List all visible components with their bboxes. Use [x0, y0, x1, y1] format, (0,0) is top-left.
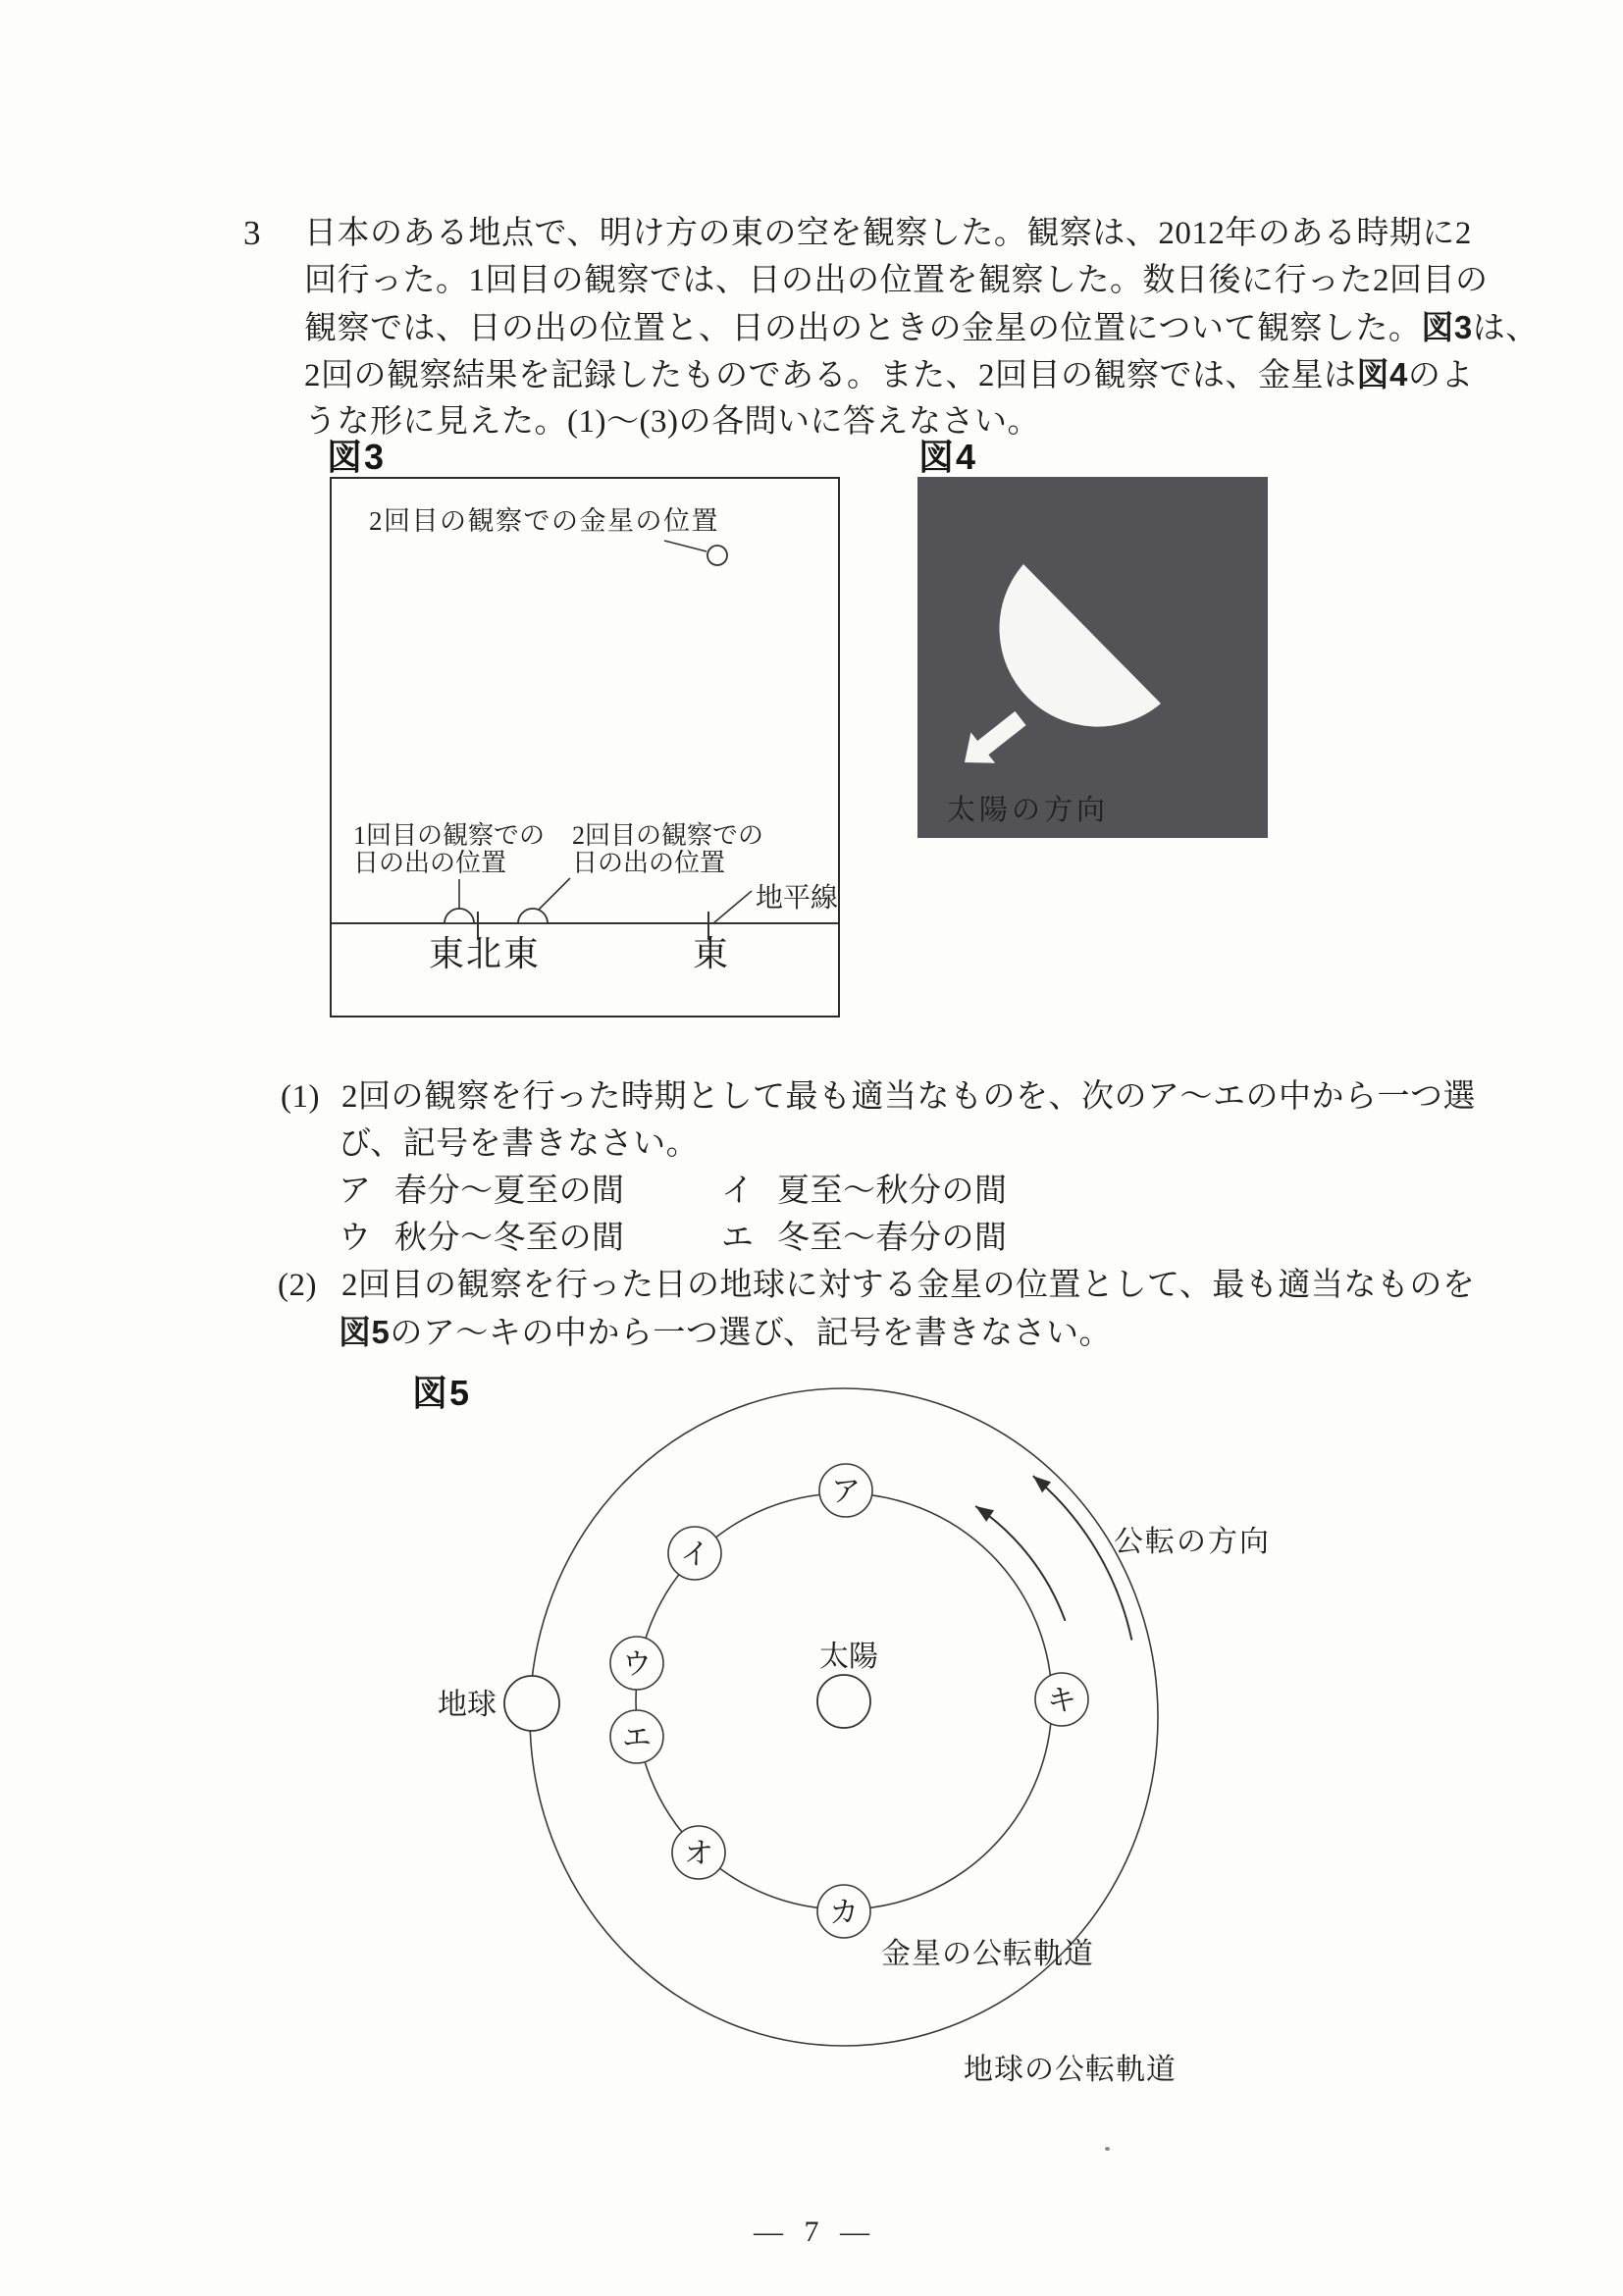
option-a-key: ア: [339, 1174, 372, 1209]
direction-east-label: 東: [693, 934, 729, 973]
intro-line-3: [304, 306, 1539, 350]
figure3-diagram: [332, 479, 838, 1016]
venus-circle: [707, 546, 727, 565]
figure3-box: [330, 477, 840, 1018]
horizon-label: 地平線: [756, 883, 838, 913]
option-e-text: 冬至〜春分の間: [777, 1221, 1008, 1256]
intro-line-2: 回行った。1回目の観察では、日の出の位置を観察した。数日後に行った2回目の: [304, 263, 1489, 298]
position-marker-ka-label: カ: [829, 1897, 859, 1929]
figure5-box: [432, 1374, 1276, 2100]
intro-line-4: [304, 353, 1474, 397]
figure4-diagram: [917, 477, 1268, 838]
position-marker-a-label: ア: [831, 1476, 861, 1508]
page-number: — 7 —: [754, 2216, 869, 2248]
figure3-reference: 図3: [1421, 309, 1473, 345]
q2-number: (2): [278, 1268, 317, 1303]
sun-circle: [817, 1675, 870, 1728]
q1-line1: 2回の観察を行った時期として最も適当なものを、次のア〜エの中から一つ選: [341, 1079, 1476, 1115]
revolution-arrow-inner-head-icon: [975, 1506, 994, 1522]
venus-leader-line: [664, 541, 707, 551]
option-a-text: 春分〜夏至の間: [394, 1174, 625, 1209]
sunrise2-label-line2: 日の出の位置: [572, 849, 726, 877]
intro-line-5: うな形に見えた。(1)〜(3)の各問いに答えなさい。: [304, 404, 1040, 440]
figure3-label: 図3: [327, 437, 387, 477]
sun-direction-label: 太陽の方向: [947, 795, 1110, 826]
sunrise1-sun: [445, 909, 474, 923]
intro-line-4-text: 2回の観察結果を記録したものである。また、2回目の観察では、金星は: [304, 358, 1357, 393]
q2-line1: 2回目の観察を行った日の地球に対する金星の位置として、最も適当なものを: [341, 1268, 1476, 1303]
sunrise2-leader-line: [538, 878, 570, 911]
venus-position-label: 2回目の観察での金星の位置: [369, 506, 719, 536]
venus-orbit-label: 金星の公転軌道: [881, 1938, 1094, 1970]
direction-ene-label: 東北東: [429, 934, 542, 973]
sunrise2-label-line1: 2回目の観察での: [572, 821, 764, 850]
horizon-leader-line: [713, 891, 752, 923]
figure4-box: [917, 477, 1268, 838]
intro-line-1: 日本のある地点で、明け方の東の空を観察した。観察は、2012年のある時期に2: [304, 216, 1472, 251]
position-marker-o-label: オ: [684, 1838, 713, 1870]
q1-number: (1): [281, 1079, 320, 1115]
position-marker-ki-label: キ: [1047, 1685, 1076, 1717]
option-u-key: ウ: [339, 1221, 372, 1256]
q2-line2-text: のア〜キの中から一つ選び、記号を書きなさい。: [390, 1316, 1113, 1351]
figure4-reference: 図4: [1356, 356, 1408, 392]
position-marker-u-label: ウ: [622, 1648, 652, 1681]
sunrise2-sun: [518, 909, 548, 923]
figure5-reference: 図5: [339, 1314, 391, 1350]
position-marker-i-label: イ: [680, 1539, 709, 1571]
revolution-direction-label: 公転の方向: [1114, 1526, 1271, 1558]
earth-label: 地球: [438, 1689, 497, 1721]
intro-line-4-tail: のよ: [1407, 358, 1474, 393]
figure5-label: 図5: [412, 1373, 472, 1413]
earth-orbit-label: 地球の公転軌道: [964, 2054, 1177, 2086]
intro-line-3-tail: は、: [1472, 311, 1539, 346]
q2-line2: [339, 1311, 1112, 1355]
option-u-text: 秋分〜冬至の間: [394, 1221, 625, 1256]
scan-artifact-dot: [1105, 2147, 1110, 2151]
option-i-text: 夏至〜秋分の間: [777, 1174, 1008, 1209]
revolution-arrow-inner: [975, 1506, 1065, 1621]
sunrise1-label-line2: 日の出の位置: [353, 849, 507, 877]
intro-line-3-text: 観察では、日の出の位置と、日の出のときの金星の位置について観察した。: [304, 311, 1422, 346]
sunrise1-label-line1: 1回目の観察での: [353, 821, 546, 850]
option-i-key: イ: [721, 1174, 755, 1209]
figure5-diagram: [432, 1374, 1276, 2100]
q1-line2: び、記号を書きなさい。: [339, 1126, 700, 1162]
position-marker-e-label: エ: [622, 1722, 652, 1754]
option-e-key: エ: [721, 1221, 755, 1256]
problem-number: 3: [243, 214, 261, 252]
sun-label: 太陽: [819, 1641, 878, 1673]
figure4-label: 図4: [918, 437, 978, 477]
earth-circle: [504, 1676, 559, 1731]
